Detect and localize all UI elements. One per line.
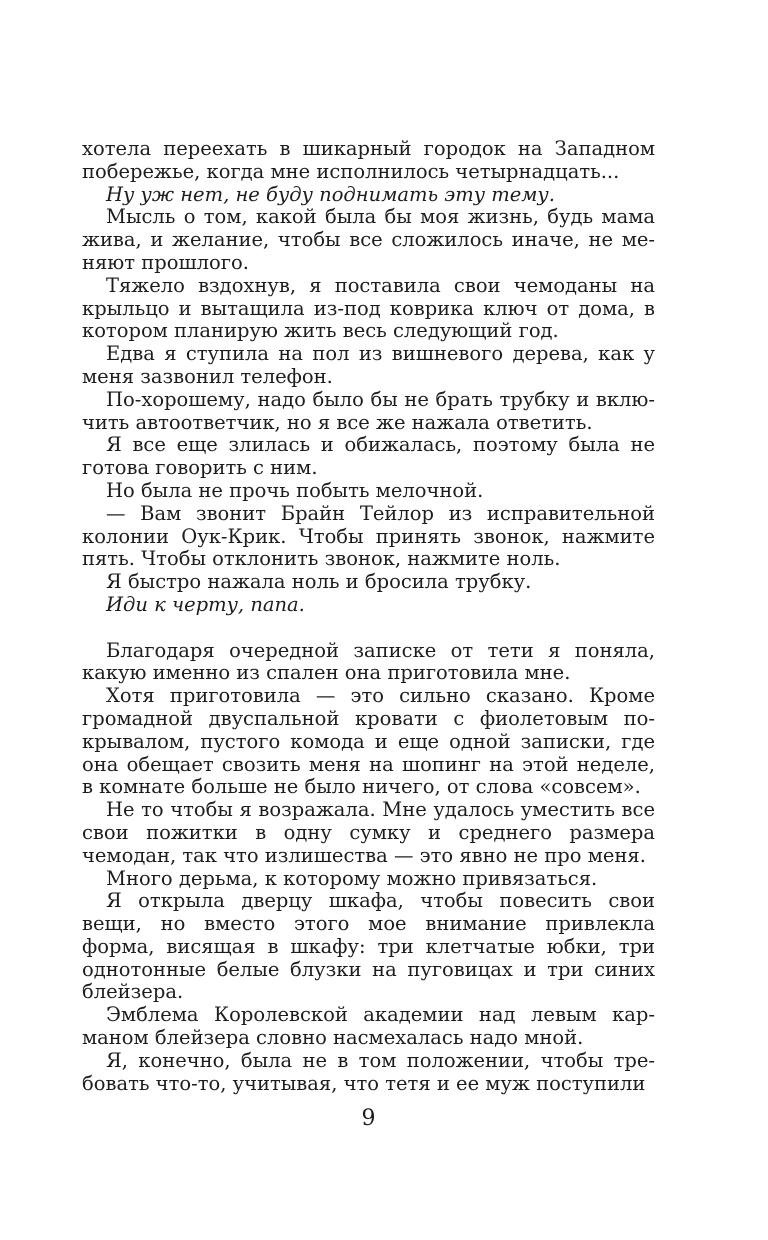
paragraph: Не то чтобы я возражала. Мне удалось уместить все свои пожитки в одну сумку и среднего размера чемодан, так что излишества — это явно не про меня.	[82, 798, 655, 867]
page-number: 9	[361, 1106, 376, 1131]
paragraph: хотела переехать в шикарный городок на Западном побережье, когда мне исполнилось четырнадцать...	[82, 137, 655, 183]
paragraph: По-хорошему, надо было бы не брать трубку и включить автоответчик, но я все же нажала ответить.	[82, 387, 655, 434]
paragraph-dialogue: — Вам звонит Брайн Тейлор из исправительной колонии Оук-Крик. Чтобы принять звонок, нажмите пять. Чтобы отклонить звонок, нажмите ноль.	[82, 501, 655, 571]
paragraph: Я, конечно, была не в том положении, чтобы требовать что-то, учитывая, что тетя и ее муж поступили	[82, 1048, 655, 1095]
paragraph: Хотя приготовила — это сильно сказано. Кроме громадной двуспальной кровати с фиолетовым покрывалом, пустого комода и еще одной записки, где она обещает свозить меня на шопинг на этой неделе, в комнате больше не было ничего, от слова «совсем».	[82, 684, 655, 799]
paragraph: Эмблема Королевской академии над левым карманом блейзера словно насмехалась надо мной.	[82, 1003, 655, 1050]
paragraph: Едва я ступила на пол из вишневого дерева, как у меня зазвонил телефон.	[82, 342, 655, 388]
paragraph-inner-thought: Ну уж нет, не буду поднимать эту тему.	[106, 182, 555, 206]
text-block	[82, 138, 655, 1095]
paragraph: Мысль о том, какой была бы моя жизнь, будь мама жива, и желание, чтобы все сложилось иначе, не меняют прошлого.	[82, 205, 655, 274]
paragraph: Но была не прочь побыть мелочной.	[106, 478, 484, 502]
paragraph: Я быстро нажала ноль и бросила трубку.	[106, 570, 532, 594]
paragraph: Тяжело вздохнув, я поставила свои чемоданы на крыльцо и вытащила из-под коврика ключ от дома, в котором планирую жить весь следующий год.	[82, 273, 655, 343]
paragraph-inner-thought: Иди к черту, папа.	[106, 592, 305, 616]
paragraph: Я открыла дверцу шкафа, чтобы повесить свои вещи, но вместо этого мое внимание привлекла форма, висящая в шкафу: три клетчатые юбки, три однотонные белые блузки на пуговицах и три синих блейзера.	[82, 889, 655, 1004]
paragraph: Я все еще злилась и обижалась, поэтому была не готова говорить с ним.	[82, 433, 655, 480]
paragraph-section-start: Благодаря очередной записке от тети я поняла, какую именно из спален она приготовила мне.	[82, 638, 655, 685]
paragraph: Много дерьма, к которому можно привязаться.	[106, 866, 598, 890]
